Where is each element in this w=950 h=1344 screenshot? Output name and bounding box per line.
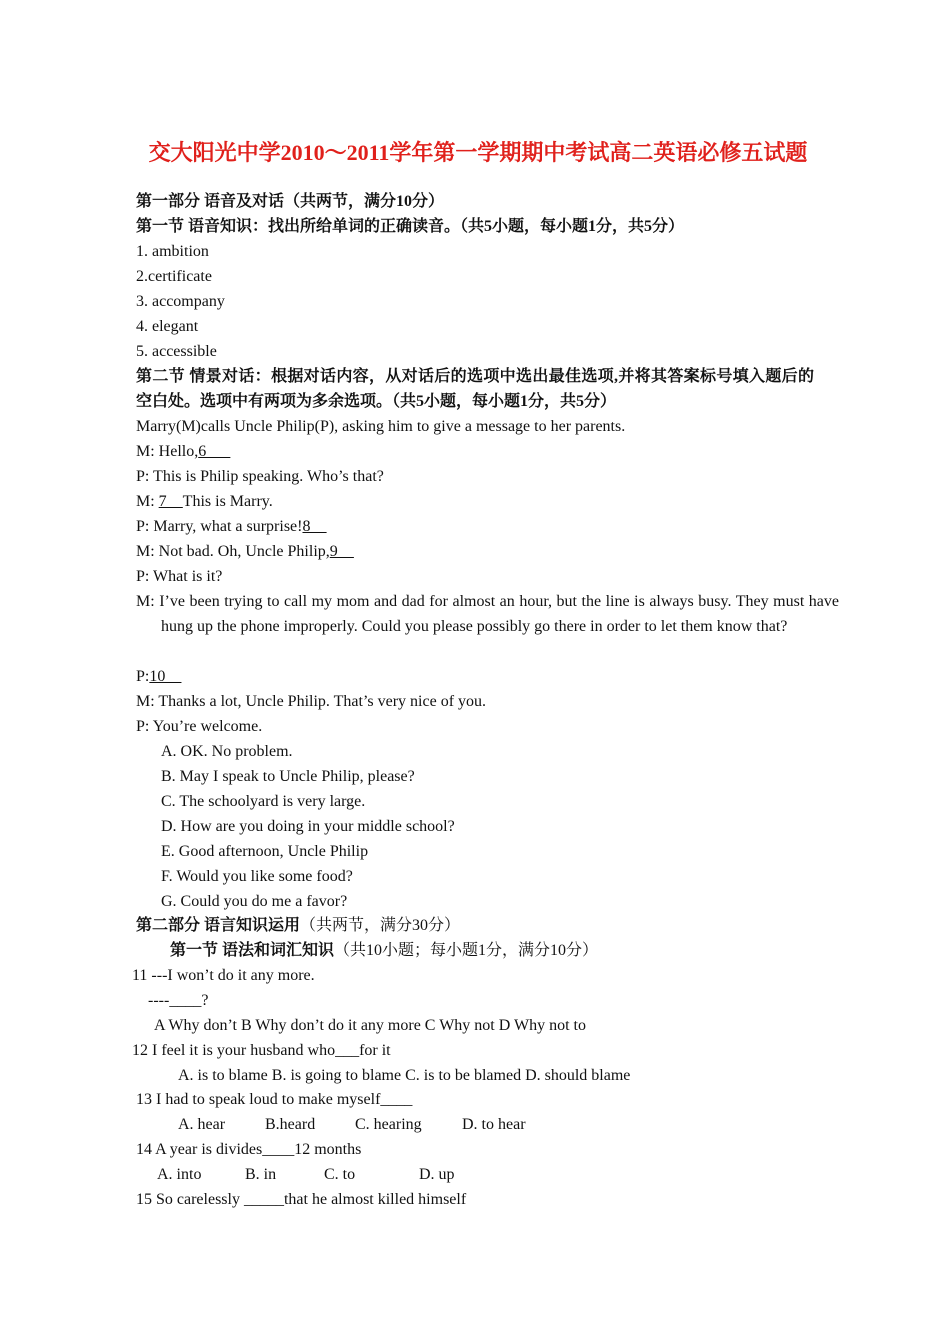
- word-item: 5. accessible: [136, 343, 217, 360]
- option: D. up: [419, 1166, 455, 1183]
- dialogue-line: [136, 542, 354, 562]
- part1-heading: 第一部分 语音及对话（共两节，满分10分）: [136, 193, 445, 210]
- dialogue-text: M: Hello,: [136, 443, 199, 460]
- option: B.heard: [265, 1116, 316, 1133]
- option: C. to: [324, 1166, 356, 1183]
- option: C. hearing: [355, 1116, 422, 1133]
- dialogue-line: M: Thanks a lot, Uncle Philip. That’s very nice of you.: [136, 693, 487, 710]
- word-item: 3. accompany: [136, 293, 225, 310]
- blank-10[interactable]: 10__: [149, 668, 182, 685]
- question-11-options: A Why don’t B Why don’t do it any more C Why not D Why not to: [154, 1017, 586, 1034]
- dialogue-option: A. OK. No problem.: [161, 743, 293, 760]
- dialogue-option: B. May I speak to Uncle Philip, please?: [161, 768, 415, 785]
- part2-section1-bold: 第一节 语法和词汇知识: [170, 942, 335, 959]
- blank-9[interactable]: 9__: [329, 543, 354, 560]
- dialogue-line: P: What is it?: [136, 568, 223, 585]
- part1-section2-heading: 第二节 情景对话：根据对话内容，从对话后的选项中选出最佳选项,并将其答案标号填入题后的空白处。选项中有两项为多余选项。（共5小题，每小题1分，共5分）: [136, 368, 814, 410]
- dialogue-option: F. Would you like some food?: [161, 868, 353, 885]
- dialogue-option: D. How are you doing in your middle school?: [161, 818, 455, 835]
- option: D. to hear: [462, 1116, 526, 1133]
- part2-heading: [136, 916, 460, 936]
- word-item: 2.certificate: [136, 268, 212, 285]
- question-13-options: [178, 1115, 526, 1135]
- question-12-options: A. is to blame B. is going to blame C. is to be blamed D. should blame: [178, 1067, 631, 1084]
- word-item: 1. ambition: [136, 243, 209, 260]
- question-12-stem: 12 I feel it is your husband who___for it: [132, 1042, 391, 1059]
- dialogue-line: [136, 517, 326, 537]
- dialogue-line: P: You’re welcome.: [136, 718, 263, 735]
- dialogue-intro: Marry(M)calls Uncle Philip(P), asking him to give a message to her parents.: [136, 418, 626, 435]
- option: A. into: [157, 1166, 202, 1183]
- option: B. in: [245, 1166, 277, 1183]
- part2-section1-rest: （共10小题；每小题1分，满分10分）: [334, 942, 599, 959]
- word-item: 4. elegant: [136, 318, 199, 335]
- dialogue-text: P:: [136, 668, 150, 685]
- exam-title: 交大阳光中学2010～2011学年第一学期期中考试高二英语必修五试题: [148, 140, 808, 165]
- question-11-stem: 11 ---I won’t do it any more.: [132, 967, 315, 984]
- dialogue-option: G. Could you do me a favor?: [161, 893, 348, 910]
- question-13-stem: 13 I had to speak loud to make myself____: [136, 1091, 413, 1108]
- blank-6[interactable]: 6___: [198, 443, 231, 460]
- option: A. hear: [178, 1116, 226, 1133]
- part2-section1-heading: [170, 941, 598, 961]
- dialogue-line: [136, 492, 273, 512]
- dialogue-text: This is Marry.: [182, 493, 273, 510]
- dialogue-text: M:: [136, 493, 159, 510]
- part1-section1-heading: 第一节 语音知识：找出所给单词的正确读音。（共5小题，每小题1分，共5分）: [136, 218, 685, 235]
- dialogue-line: [136, 442, 230, 462]
- dialogue-line: P: This is Philip speaking. Who’s that?: [136, 468, 384, 485]
- question-14-stem: 14 A year is divides____12 months: [136, 1141, 362, 1158]
- blank-7[interactable]: 7__: [158, 493, 183, 510]
- dialogue-option: E. Good afternoon, Uncle Philip: [161, 843, 369, 860]
- dialogue-text: P: Marry, what a surprise!: [136, 518, 303, 535]
- part2-heading-bold: 第二部分 语言知识运用: [136, 917, 301, 934]
- dialogue-paragraph: M: I’ve been trying to call my mom and dad for almost an hour, but the line is always busy. They must have hung up the phone improperly. Could you please possibly go there in order to let them know that?: [136, 593, 839, 635]
- dialogue-text: M: Not bad. Oh, Uncle Philip,: [136, 543, 330, 560]
- part2-heading-rest: （共两节，满分30分）: [300, 917, 461, 934]
- question-15-stem: 15 So carelessly _____that he almost killed himself: [136, 1191, 467, 1208]
- dialogue-option: C. The schoolyard is very large.: [161, 793, 366, 810]
- question-11-line2: ----____?: [148, 992, 209, 1009]
- question-14-options: [157, 1165, 455, 1185]
- blank-8[interactable]: 8__: [302, 518, 327, 535]
- dialogue-line: [136, 667, 181, 687]
